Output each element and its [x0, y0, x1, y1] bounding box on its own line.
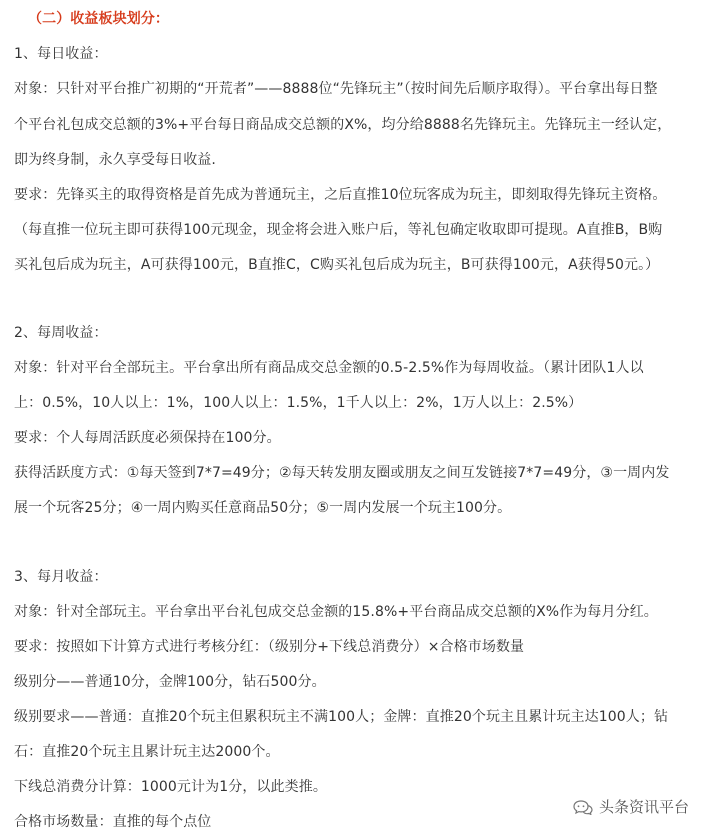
watermark [573, 797, 689, 817]
weekly-target-line-1: 对象：针对平台全部玩主。平台拿出所有商品成交总金额的0.5-2.5%作为每周收益。（累计团队1人以 [14, 360, 644, 376]
weekly-heading: 2、每周收益： [14, 325, 108, 341]
monthly-qualified-market: 合格市场数量：直推的每个点位 [14, 814, 212, 830]
daily-target-line-2: 个平台礼包成交总额的3%+平台每日商品成交总额的X%，均分给8888名先锋玩主。先锋玩主一经认定， [14, 117, 672, 133]
monthly-heading: 3、每月收益： [14, 569, 108, 585]
watermark-text: 头条资讯平台 [598, 798, 689, 816]
monthly-level-requirement-line-1: 级别要求——普通：直推20个玩主但累积玩主不满100人；金牌：直推20个玩主且累计玩主达100人；钻 [14, 709, 669, 725]
weekly-requirement: 要求：个人每周活跃度必须保持在100分。 [14, 430, 281, 446]
section-title: （二）收益板块划分： [28, 11, 169, 27]
weekly-method-line-1: 获得活跃度方式：①每天签到7*7=49分；②每天转发朋友圈或朋友之间互发链接7*7=49分，③一周内发 [14, 465, 670, 481]
monthly-consumption-score: 下线总消费分计算：1000元计为1分，以此类推。 [14, 779, 327, 795]
weekly-target-line-2: 上：0.5%，10人以上：1%，100人以上：1.5%，1千人以上：2%，1万人以上：2.5%） [14, 395, 583, 411]
daily-requirement-line-3: 买礼包后成为玩主，A可获得100元，B直推C，C购买礼包后成为玩主，B可获得100元，A获得50元。） [14, 257, 660, 273]
monthly-target: 对象：针对全部玩主。平台拿出平台礼包成交总金额的15.8%+平台商品成交总额的X%作为每月分红。 [14, 604, 658, 620]
daily-requirement-line-2: （每直推一位玩主即可获得100元现金，现金将会进入账户后，等礼包确定收取即可提现。A直推B，B购 [14, 222, 663, 238]
monthly-level-score: 级别分——普通10分，金牌100分，钻石500分。 [14, 674, 326, 690]
daily-requirement-line-1: 要求：先锋买主的取得资格是首先成为普通玩主，之后直推10位玩客成为玩主，即刻取得先锋玩主资格。 [14, 187, 667, 203]
chat-bubble-icon [573, 799, 593, 815]
monthly-requirement: 要求：按照如下计算方式进行考核分红：（级别分+下线总消费分）×合格市场数量 [14, 639, 525, 655]
monthly-level-requirement-line-2: 石：直推20个玩主且累计玩主达2000个。 [14, 744, 280, 760]
daily-heading: 1、每日收益： [14, 46, 108, 62]
weekly-method-line-2: 展一个玩客25分；④一周内购买任意商品50分；⑤一周内发展一个玩主100分。 [14, 500, 512, 516]
daily-target-line-1: 对象：只针对平台推广初期的“开荒者”——8888位“先锋玩主”（按时间先后顺序取得）。平台拿出每日整 [14, 81, 658, 97]
daily-target-line-3: 即为终身制，永久享受每日收益. [14, 152, 216, 168]
